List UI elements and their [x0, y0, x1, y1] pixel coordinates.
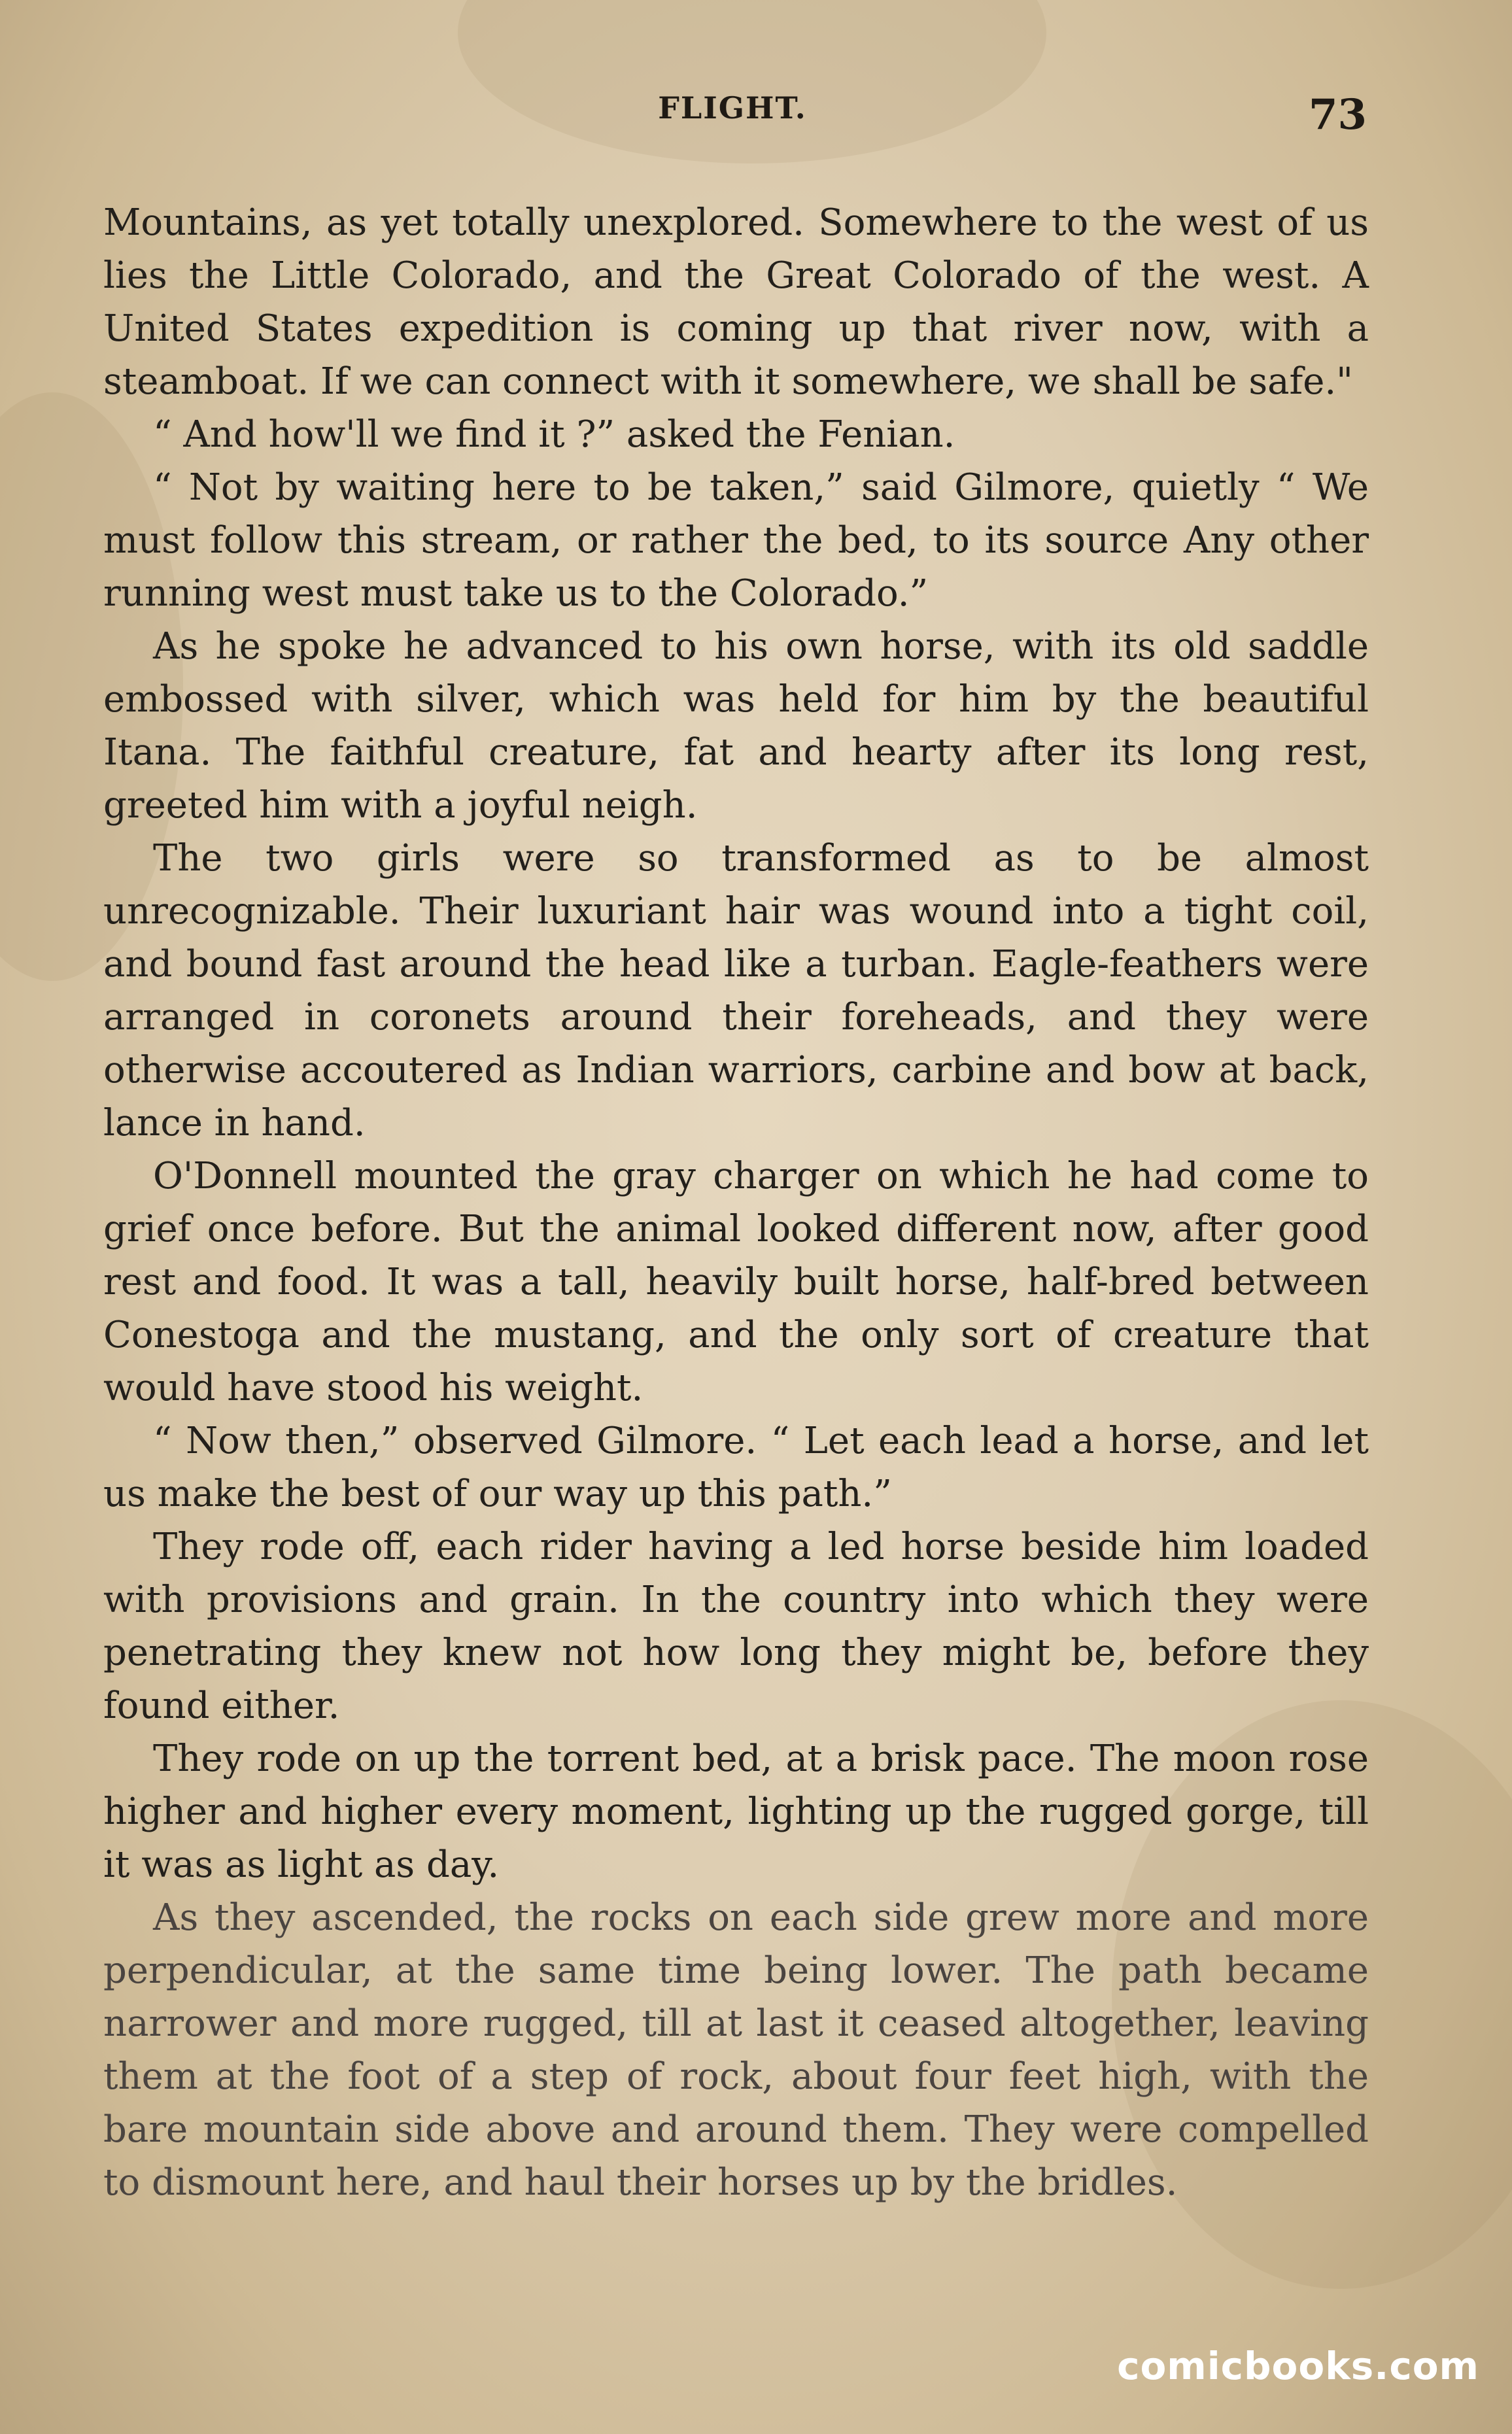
paragraph: The two girls were so transformed as to be almost unrecognizable. Their luxuriant hair was wound into a tight coil, and bound fast around the head like a turban. Eagle-feathers were arranged in coronets around their foreheads, and they were otherwise accoutered as Indian warriors, carbine and bow at back, lance in hand.	[103, 837, 1369, 1144]
running-head: FLIGHT.	[658, 90, 807, 126]
paragraph: They rode on up the torrent bed, at a brisk pace. The moon rose higher and higher every moment, lighting up the rugged gorge, till it was as light as day.	[103, 1738, 1369, 1886]
paragraph: “ Now then,” observed Gilmore. “ Let each lead a horse, and let us make the best of our way up this path.”	[103, 1420, 1369, 1515]
page-header	[98, 90, 1367, 143]
paragraph: “ Not by waiting here to be taken,” said Gilmore, quietly “ We must follow this stream, or rather the bed, to its source Any other running west must take us to the Colorado.”	[103, 466, 1369, 615]
paragraph: They rode off, each rider having a led horse beside him loaded with provisions and grain. In the country into which they were penetrating they knew not how long they might be, before they found either.	[103, 1526, 1369, 1727]
paragraph: As he spoke he advanced to his own horse, with its old saddle embossed with silver, which was held for him by the beautiful Itana. The faithful creature, fat and hearty after its long rest, greeted him with a joyful neigh.	[103, 625, 1369, 827]
paragraph: As they ascended, the rocks on each side grew more and more perpendicular, at the same time being lower. The path became narrower and more rugged, till at last it ceased altogether, leaving them at the foot of a step of rock, about four feet high, with the bare mountain side above and around them. They were compelled to dismount here, and haul their horses up by the bridles.	[103, 1896, 1369, 2204]
body-text	[103, 196, 1369, 2209]
paragraph: Mountains, as yet totally unexplored. Somewhere to the west of us lies the Little Colorado, and the Great Colorado of the west. A United States expedition is coming up that river now, with a steamboat. If we can connect with it somewhere, we shall be safe."	[103, 201, 1369, 403]
site-watermark: comicbooks.com	[1117, 2344, 1479, 2388]
page-number: 73	[1308, 90, 1367, 139]
paragraph: O'Donnell mounted the gray charger on which he had come to grief once before. But the animal looked different now, after good rest and food. It was a tall, heavily built horse, half-bred between Conestoga and the mustang, and the only sort of creature that would have stood his weight.	[103, 1155, 1369, 1409]
paragraph: “ And how'll we find it ?” asked the Fenian.	[153, 413, 955, 456]
